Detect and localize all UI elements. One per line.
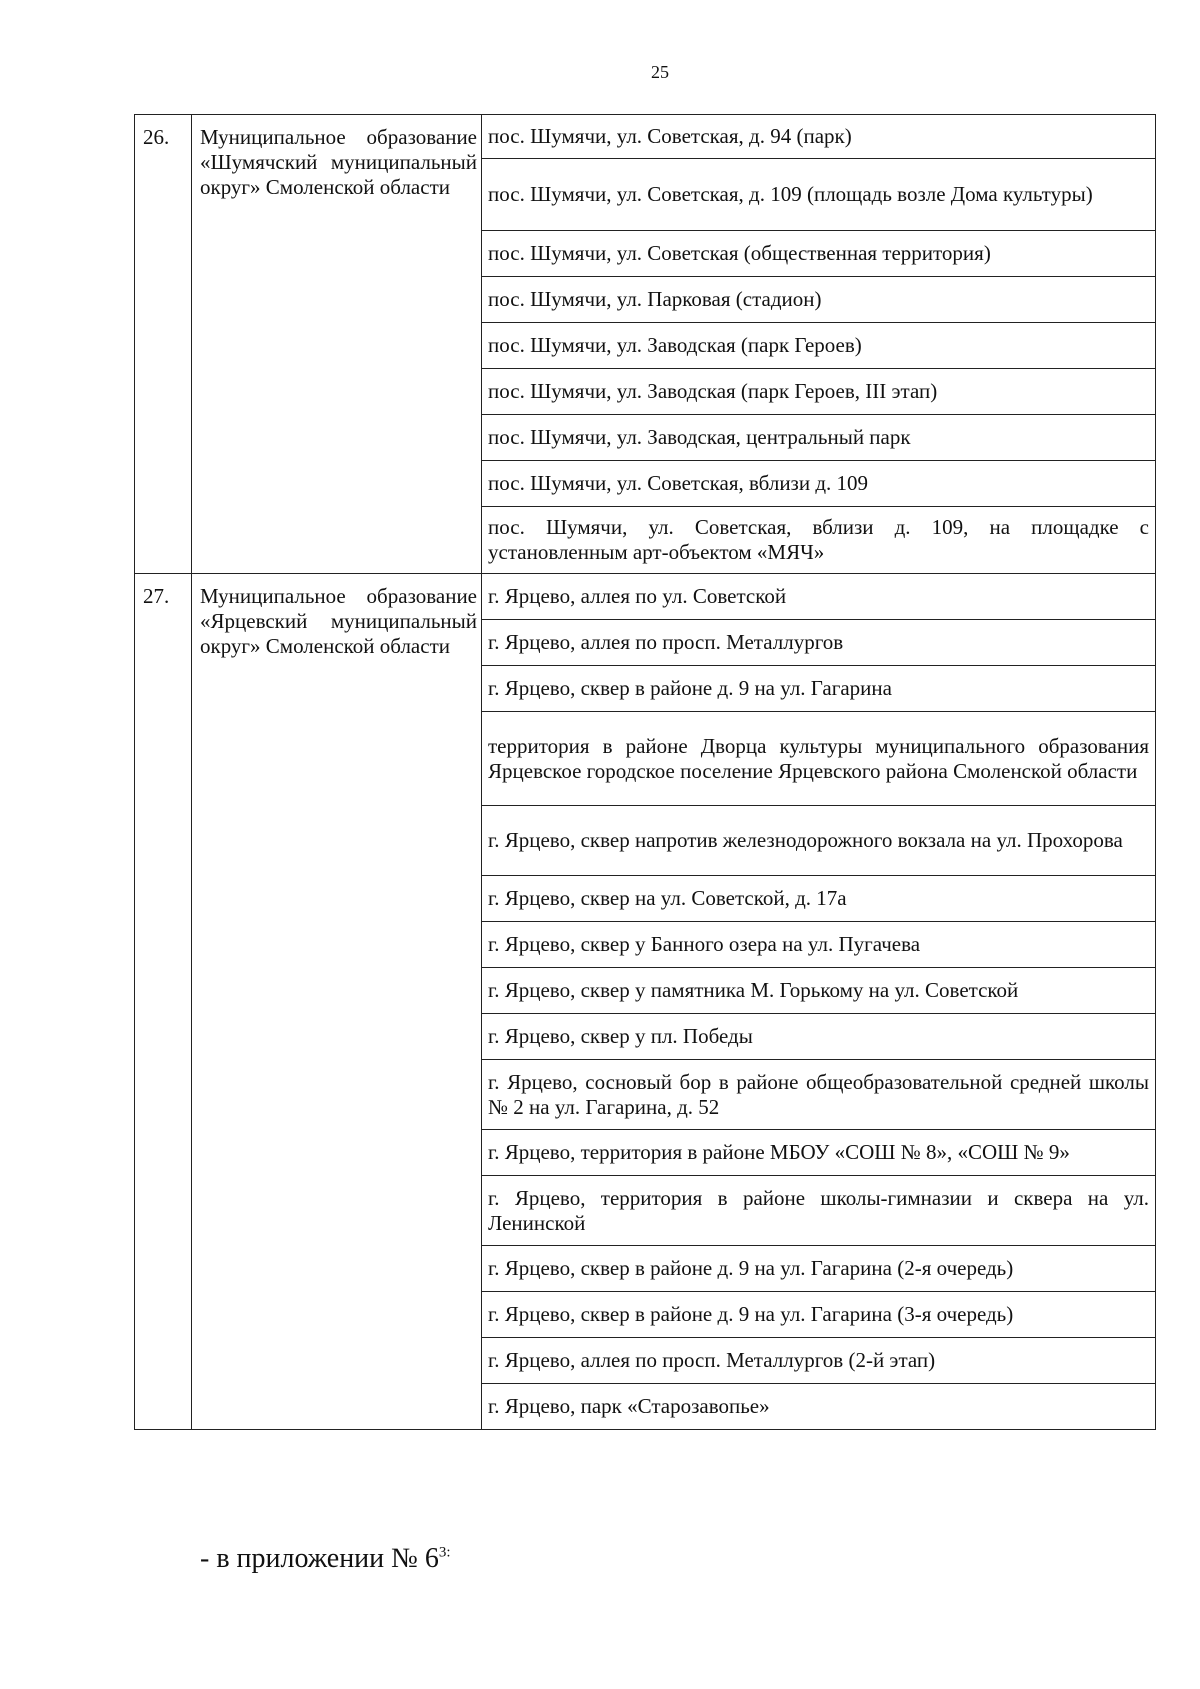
address-cell: пос. Шумячи, ул. Парковая (стадион)	[482, 277, 1156, 323]
row-number: 26.	[135, 115, 192, 574]
table-row	[135, 574, 1156, 620]
address-cell: пос. Шумячи, ул. Советская, д. 109 (площадь возле Дома культуры)	[482, 159, 1156, 231]
address-cell: г. Ярцево, территория в районе МБОУ «СОШ № 8», «СОШ № 9»	[482, 1130, 1156, 1176]
address-cell: пос. Шумячи, ул. Советская, д. 94 (парк)	[482, 115, 1156, 159]
footer-main: - в приложении № 6	[200, 1543, 439, 1574]
address-cell: г. Ярцево, сквер в районе д. 9 на ул. Гагарина (2-я очередь)	[482, 1246, 1156, 1292]
row-number: 27.	[135, 574, 192, 1430]
municipality-name: Муниципальное образование «Шумячский муниципальный округ» Смоленской области	[192, 115, 482, 574]
address-cell: г. Ярцево, аллея по просп. Металлургов	[482, 620, 1156, 666]
address-cell: г. Ярцево, аллея по просп. Металлургов (2-й этап)	[482, 1338, 1156, 1384]
address-cell: г. Ярцево, сквер у памятника М. Горькому на ул. Советской	[482, 968, 1156, 1014]
address-cell: пос. Шумячи, ул. Советская, вблизи д. 109, на площадке с установленным арт-объектом «МЯЧ»	[482, 507, 1156, 574]
address-cell: г. Ярцево, аллея по ул. Советской	[482, 574, 1156, 620]
address-cell: пос. Шумячи, ул. Советская (общественная территория)	[482, 231, 1156, 277]
address-cell: пос. Шумячи, ул. Советская, вблизи д. 109	[482, 461, 1156, 507]
address-cell: пос. Шумячи, ул. Заводская (парк Героев, III этап)	[482, 369, 1156, 415]
address-cell: г. Ярцево, территория в районе школы-гимназии и сквера на ул. Ленинской	[482, 1176, 1156, 1246]
footer-superscript: 3:	[438, 1544, 451, 1561]
table-body	[135, 115, 1156, 1430]
address-cell: пос. Шумячи, ул. Заводская (парк Героев)	[482, 323, 1156, 369]
municipality-name: Муниципальное образование «Ярцевский муниципальный округ» Смоленской области	[192, 574, 482, 1430]
table-row	[135, 115, 1156, 159]
footer-text	[200, 1543, 451, 1575]
address-cell: г. Ярцево, сосновый бор в районе общеобразовательной средней школы № 2 на ул. Гагарина, д. 52	[482, 1060, 1156, 1130]
page-number: 25	[651, 62, 669, 82]
address-cell: территория в районе Дворца культуры муниципального образования Ярцевское городское поселение Ярцевского района Смоленской области	[482, 712, 1156, 806]
address-cell: г. Ярцево, сквер в районе д. 9 на ул. Гагарина (3-я очередь)	[482, 1292, 1156, 1338]
address-cell: пос. Шумячи, ул. Заводская, центральный парк	[482, 415, 1156, 461]
address-cell: г. Ярцево, сквер напротив железнодорожного вокзала на ул. Прохорова	[482, 806, 1156, 876]
territories-table	[134, 114, 1156, 1430]
address-cell: г. Ярцево, сквер в районе д. 9 на ул. Гагарина	[482, 666, 1156, 712]
address-cell: г. Ярцево, сквер у Банного озера на ул. Пугачева	[482, 922, 1156, 968]
address-cell: г. Ярцево, парк «Старозавопье»	[482, 1384, 1156, 1430]
address-cell: г. Ярцево, сквер у пл. Победы	[482, 1014, 1156, 1060]
address-cell: г. Ярцево, сквер на ул. Советской, д. 17а	[482, 876, 1156, 922]
